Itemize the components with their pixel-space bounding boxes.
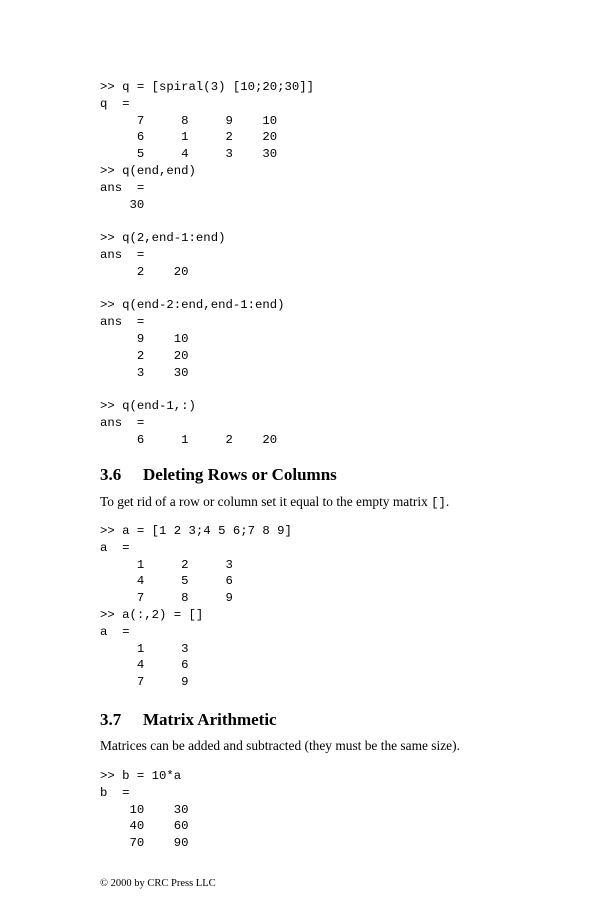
code-block-multiply: >> b = 10*a b = 10 30 40 60 70 90 <box>100 769 189 851</box>
section-title: Matrix Arithmetic <box>143 710 277 729</box>
section-heading-deleting <box>100 465 337 485</box>
code-block-delete: >> a = [1 2 3;4 5 6;7 8 9] a = 1 2 3 4 5 6 7 8 9 >> a(:,2) = [] a = 1 3 4 6 7 9 <box>100 524 292 690</box>
section-number: 3.6 <box>100 465 122 484</box>
inline-code-empty-matrix: [] <box>431 496 446 510</box>
section-title: Deleting Rows or Columns <box>143 465 337 484</box>
paragraph-text-end: . <box>445 494 450 509</box>
copyright-footer: © 2000 by CRC Press LLC <box>100 878 216 889</box>
paragraph-text: To get rid of a row or column set it equal to the empty matrix <box>100 494 432 509</box>
section-number: 3.7 <box>100 710 122 729</box>
code-block-indexing: >> q = [spiral(3) [10;20;30]] q = 7 8 9 10 6 1 2 20 5 4 3 30 >> q(end,end) ans = 30 >> q(2,end-1:end) ans = 2 20 >> q(end-2:end,end-1:end) ans = 9 10 2 20 3 30 >> q(end-1,:) ans = 6 1 2 20 <box>100 80 315 447</box>
paragraph-deleting <box>100 494 449 510</box>
section-heading-arithmetic <box>100 710 277 730</box>
paragraph-arithmetic: Matrices can be added and subtracted (they must be the same size). <box>100 738 460 753</box>
